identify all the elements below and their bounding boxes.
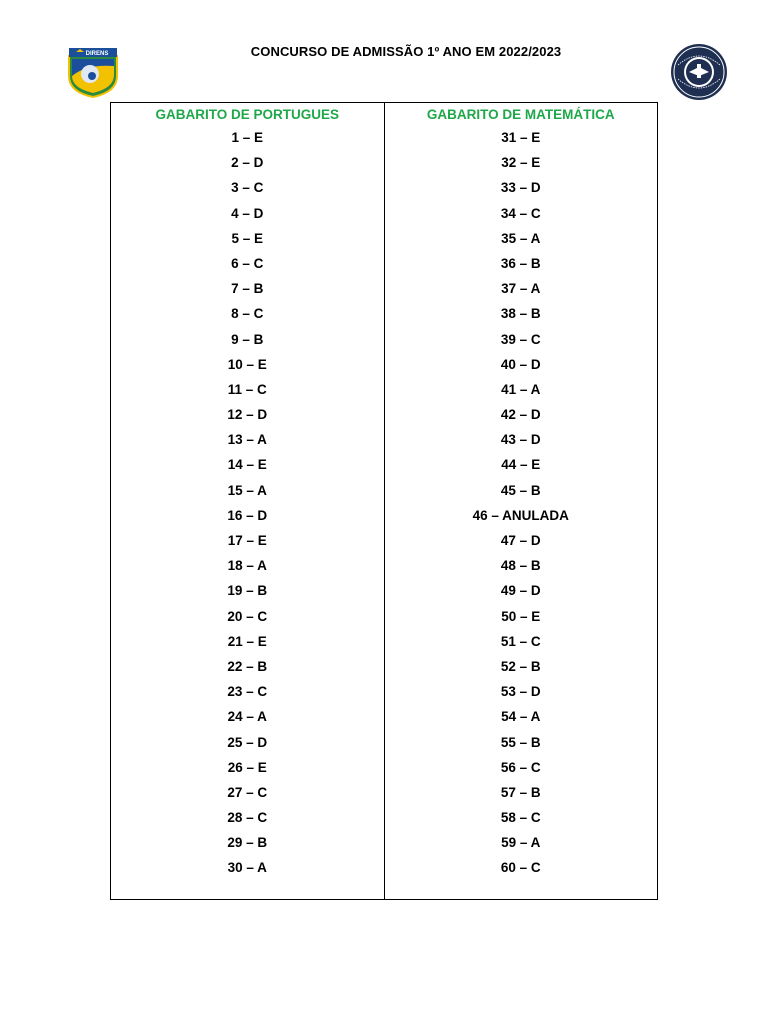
answer-item: 22 – B bbox=[227, 658, 268, 674]
answer-item: 43 – D bbox=[500, 432, 541, 448]
portugues-answer-list bbox=[111, 125, 384, 881]
answer-item: 29 – B bbox=[227, 835, 268, 851]
school-seal-logo bbox=[670, 43, 728, 101]
portugues-column bbox=[111, 103, 384, 899]
answer-item: 30 – A bbox=[227, 860, 267, 876]
answer-item: 51 – C bbox=[500, 633, 541, 649]
answer-item: 44 – E bbox=[501, 457, 541, 473]
answer-item: 45 – B bbox=[500, 482, 541, 498]
answer-item: 8 – C bbox=[231, 306, 264, 322]
answer-item: 49 – D bbox=[500, 583, 541, 599]
answer-item: 3 – C bbox=[231, 180, 264, 196]
answer-item: 2 – D bbox=[231, 155, 264, 171]
answer-item: 42 – D bbox=[500, 407, 541, 423]
answer-item: 50 – E bbox=[501, 608, 541, 624]
answer-item: 48 – B bbox=[500, 558, 541, 574]
answer-item: 4 – D bbox=[231, 205, 264, 221]
answer-item: 39 – C bbox=[500, 331, 541, 347]
school-seal-icon bbox=[670, 43, 728, 101]
answer-item: 34 – C bbox=[500, 205, 541, 221]
answer-item: 32 – E bbox=[501, 155, 541, 171]
page-title: CONCURSO DE ADMISSÃO 1º ANO EM 2022/2023 bbox=[250, 44, 562, 59]
answer-item: 58 – C bbox=[500, 810, 541, 826]
answer-item: 13 – A bbox=[227, 432, 267, 448]
answer-item: 5 – E bbox=[231, 230, 264, 246]
answer-item: 46 – ANULADA bbox=[472, 507, 569, 523]
answer-item: 18 – A bbox=[227, 558, 267, 574]
answer-item: 28 – C bbox=[227, 810, 268, 826]
matematica-column bbox=[384, 103, 658, 899]
answer-item: 7 – B bbox=[231, 281, 264, 297]
answer-item: 10 – E bbox=[227, 356, 267, 372]
answer-item: 41 – A bbox=[501, 381, 541, 397]
answer-item: 52 – B bbox=[500, 658, 541, 674]
answer-item: 12 – D bbox=[227, 407, 268, 423]
answer-item: 26 – E bbox=[227, 759, 267, 775]
answer-item: 11 – C bbox=[227, 381, 267, 397]
matematica-answer-list bbox=[385, 125, 658, 881]
answer-item: 37 – A bbox=[501, 281, 541, 297]
answer-item: 20 – C bbox=[227, 608, 268, 624]
matematica-heading: GABARITO DE MATEMÁTICA bbox=[426, 107, 615, 122]
answer-item: 40 – D bbox=[500, 356, 541, 372]
answer-item: 23 – C bbox=[227, 684, 268, 700]
answer-item: 14 – E bbox=[227, 457, 267, 473]
answer-item: 33 – D bbox=[500, 180, 541, 196]
answer-item: 25 – D bbox=[227, 734, 268, 750]
answer-item: 17 – E bbox=[227, 533, 267, 548]
answer-item: 54 – A bbox=[501, 709, 541, 725]
portugues-heading: GABARITO DE PORTUGUES bbox=[155, 107, 339, 122]
answer-item: 59 – A bbox=[501, 835, 541, 851]
answer-item: 47 – D bbox=[500, 533, 541, 548]
answer-item: 16 – D bbox=[227, 507, 268, 523]
answer-item: 21 – E bbox=[227, 633, 267, 649]
answer-item: 6 – C bbox=[231, 255, 264, 271]
answer-item: 35 – A bbox=[501, 230, 541, 246]
svg-text:DIRENS: DIRENS bbox=[85, 51, 109, 57]
answer-item: 36 – B bbox=[500, 255, 541, 271]
answer-item: 24 – A bbox=[227, 709, 267, 725]
answer-item: 15 – A bbox=[227, 482, 267, 498]
answer-item: 53 – D bbox=[500, 684, 541, 700]
answer-item: 38 – B bbox=[500, 306, 541, 322]
answer-item: 60 – C bbox=[500, 860, 541, 876]
answer-item: 1 – E bbox=[231, 130, 264, 145]
answer-item: 9 – B bbox=[231, 331, 264, 347]
answer-item: 27 – C bbox=[227, 784, 268, 800]
answer-key-table bbox=[110, 102, 658, 900]
answer-item: 31 – E bbox=[501, 130, 541, 145]
answer-item: 57 – B bbox=[500, 784, 541, 800]
answer-item: 55 – B bbox=[500, 734, 541, 750]
answer-item: 56 – C bbox=[500, 759, 541, 775]
answer-item: 19 – B bbox=[227, 583, 268, 599]
